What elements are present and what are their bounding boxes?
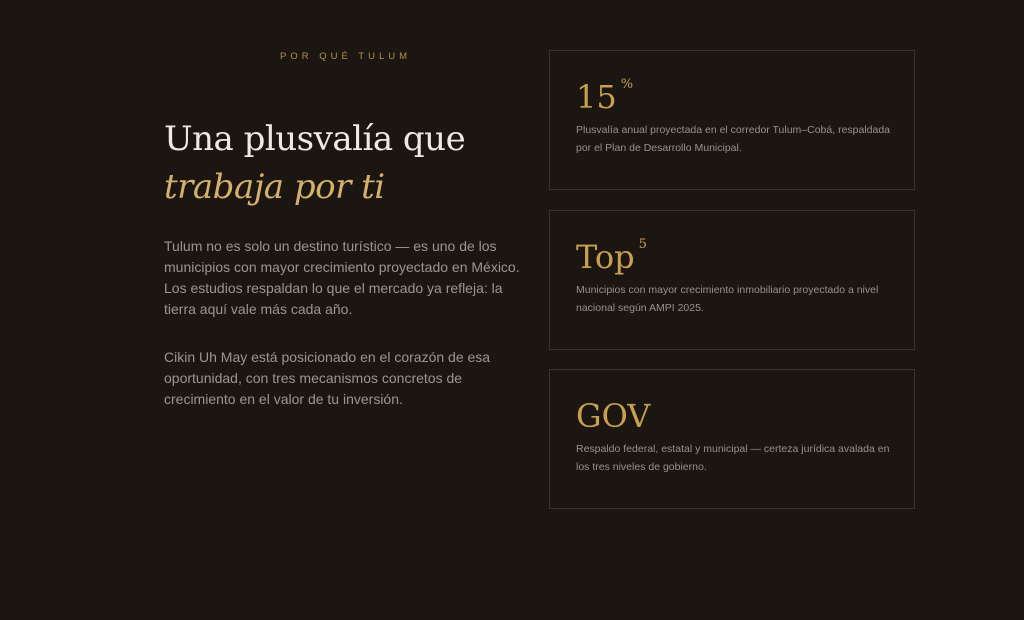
title-line-2: trabaja por ti	[164, 167, 385, 207]
stat-number: Top	[576, 238, 635, 276]
section-eyebrow: POR QUÉ TULUM	[280, 51, 412, 62]
stat-number: GOV	[576, 397, 651, 435]
stat-description: Plusvalía anual proyectada en el corredor Tulum–Cobá, respaldada por el Plan de Desarrollo Municipal.	[576, 124, 891, 154]
stat-description: Respaldo federal, estatal y municipal — certeza jurídica avalada en los tres niveles de gobierno.	[576, 443, 890, 473]
stat-card-plusvalia	[549, 50, 915, 190]
stat-value	[576, 79, 633, 115]
section-title	[164, 115, 465, 211]
title-line-1: Una plusvalía que	[164, 119, 466, 159]
stat-card-gov	[549, 369, 915, 509]
stat-description: Municipios con mayor crecimiento inmobiliario proyectado a nivel nacional según AMPI 2025.	[576, 284, 879, 314]
intro-paragraph: Tulum no es solo un destino turístico — es uno de los municipios con mayor crecimiento proyectado en México. Los estudios respaldan lo que el mercado ya refleja: la tierra aquí vale más cada año.	[164, 238, 520, 317]
positioning-paragraph: Cikin Uh May está posicionado en el corazón de esa oportunidad, con tres mecanismos concretos de crecimiento en el valor de tu inversión.	[164, 349, 491, 407]
stat-value	[576, 398, 650, 434]
stat-suffix: %	[620, 77, 634, 92]
stat-suffix: 5	[638, 237, 647, 252]
stat-number: 15	[576, 78, 617, 116]
stat-value	[576, 239, 647, 275]
stat-card-ranking	[549, 210, 915, 350]
